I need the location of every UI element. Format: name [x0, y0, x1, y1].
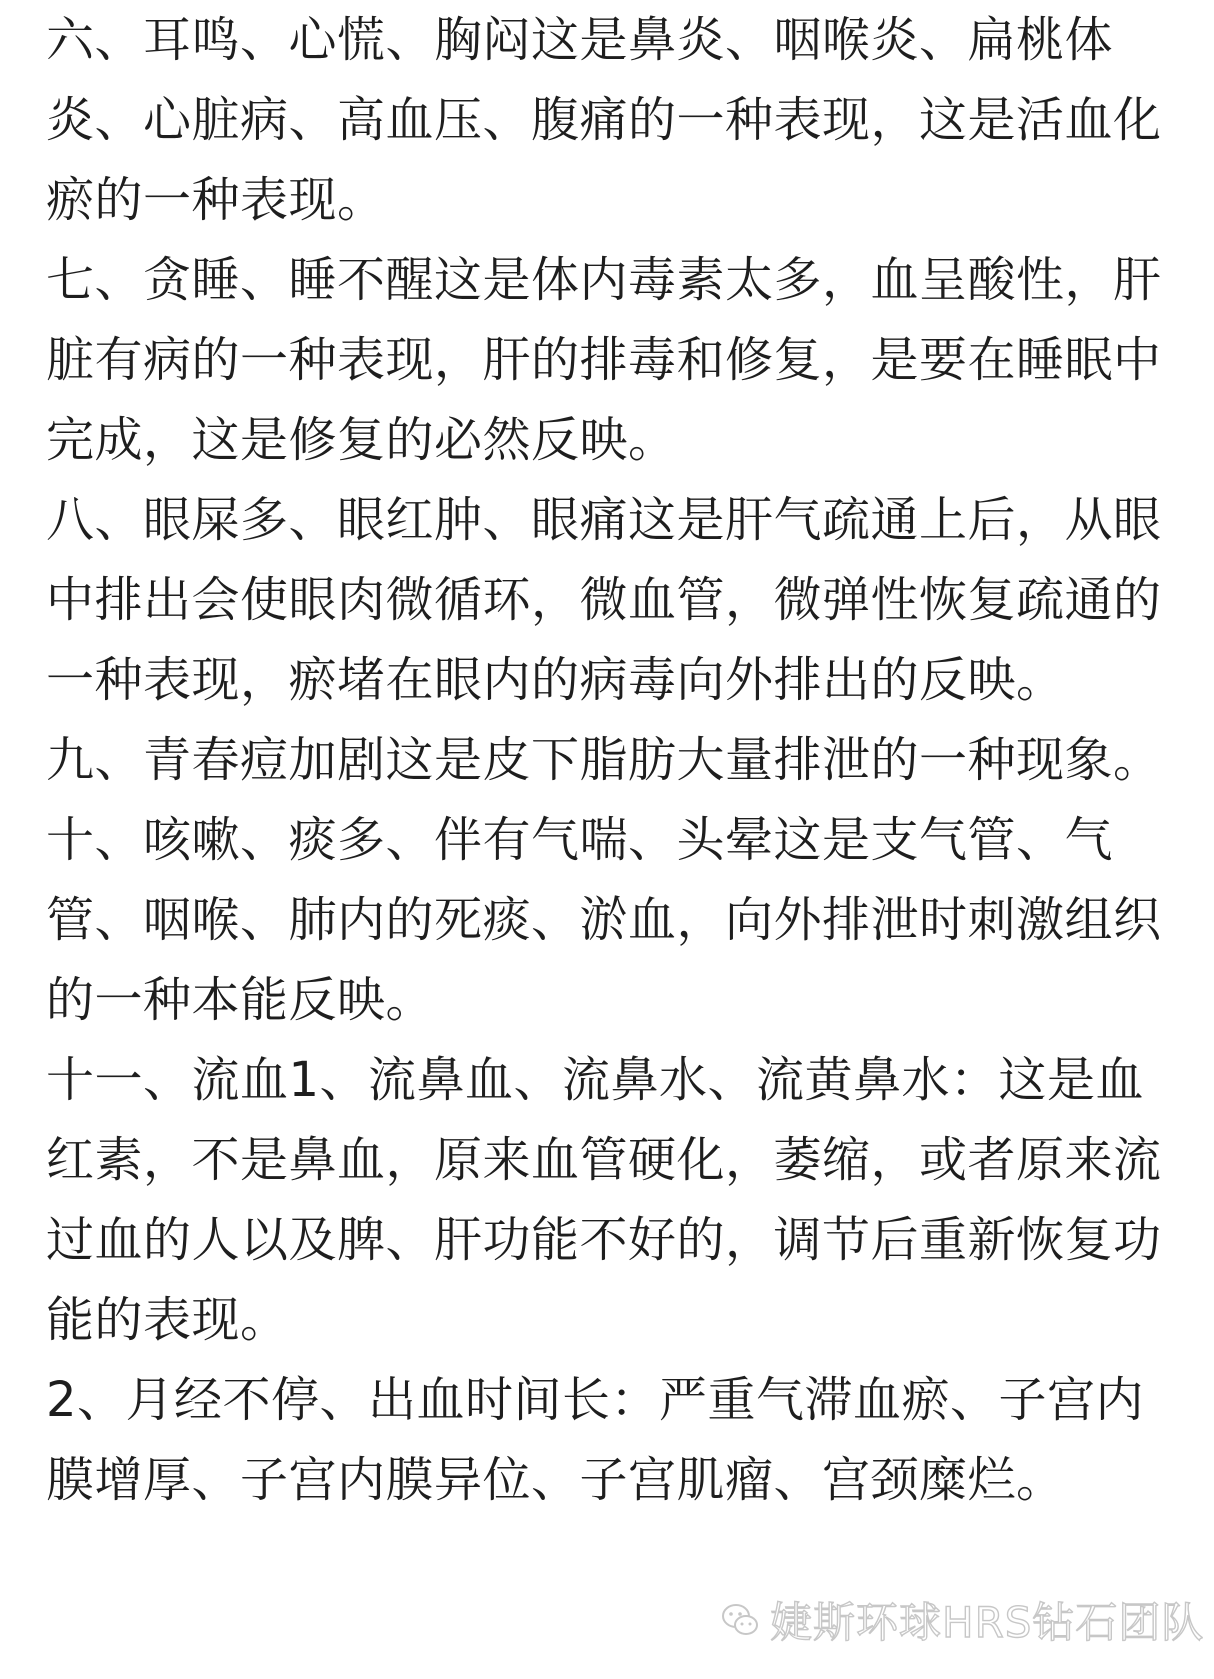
paragraph-11: 十一、流血1、流鼻血、流鼻水、流黄鼻水：这是血红素，不是鼻血，原来血管硬化，萎缩，或者原来流过血的人以及脾、肝功能不好的，调节后重新恢复功能的表现。 [46, 1052, 1162, 1348]
paragraph-8: 八、眼屎多、眼红肿、眼痛这是肝气疏通上后，从眼中排出会使眼肉微循环，微血管，微弹性恢复疏通的一种表现，瘀堵在眼内的病毒向外排出的反映。 [46, 492, 1162, 708]
paragraph-9: 九、青春痘加剧这是皮下脂肪大量排泄的一种现象。 [46, 732, 1162, 788]
watermark-text: 婕斯环球HRS钻石团队 [770, 1598, 1205, 1647]
paragraph-7: 七、贪睡、睡不醒这是体内毒素太多，血呈酸性，肝脏有病的一种表现，肝的排毒和修复，是要在睡眠中完成，这是修复的必然反映。 [46, 252, 1162, 468]
paragraph-10: 十、咳嗽、痰多、伴有气喘、头晕这是支气管、气管、咽喉、肺内的死痰、淤血，向外排泄时刺激组织的一种本能反映。 [46, 812, 1162, 1028]
paragraph-6: 六、耳鸣、心慌、胸闷这是鼻炎、咽喉炎、扁桃体炎、心脏病、高血压、腹痛的一种表现，这是活血化瘀的一种表现。 [46, 12, 1162, 228]
document-body [46, 0, 1166, 1520]
paragraph-11-2: 2、月经不停、出血时间长：严重气滞血瘀、子宫内膜增厚、子宫内膜异位、子宫肌瘤、宫颈糜烂。 [46, 1372, 1145, 1508]
wechat-icon [720, 1600, 760, 1640]
watermark [720, 1585, 1204, 1655]
